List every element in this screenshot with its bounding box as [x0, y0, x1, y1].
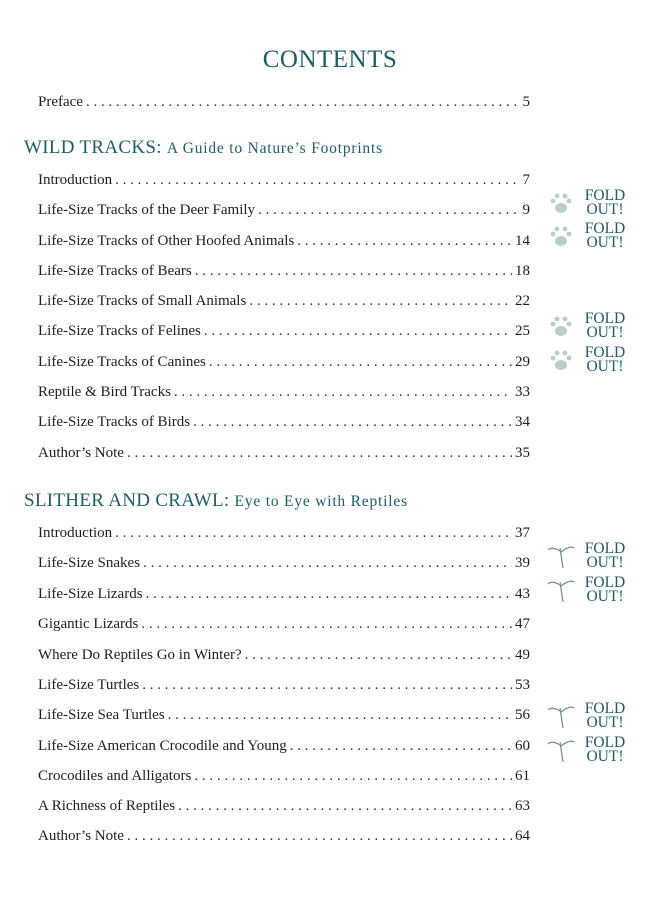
toc-entry[interactable] — [38, 798, 530, 818]
fold-out-marker — [546, 573, 636, 607]
fold-out-marker — [546, 309, 636, 343]
dot-leader — [127, 445, 512, 462]
entry-page-number: 22 — [515, 293, 530, 309]
fold-line-2: OUT! — [586, 324, 624, 341]
toc-entry[interactable] — [38, 202, 530, 222]
entry-page-number: 37 — [515, 525, 530, 541]
entry-page-number: 49 — [515, 647, 530, 663]
fold-out-marker — [546, 539, 636, 573]
dot-leader — [141, 616, 512, 633]
entry-page-number: 9 — [522, 202, 530, 218]
fold-out-marker — [546, 699, 636, 733]
dot-leader — [168, 707, 512, 724]
entry-label: Life-Size Tracks of Small Animals — [38, 293, 247, 309]
section-subtitle: Eye to Eye with Reptiles — [234, 493, 408, 510]
toc-entry[interactable] — [38, 525, 530, 545]
fold-line-1: FOLD — [584, 734, 626, 751]
dragonfly-icon — [546, 576, 576, 604]
section-title: WILD TRACKS: — [24, 137, 162, 158]
entry-page-number: 34 — [515, 414, 530, 430]
toc-entry[interactable] — [38, 172, 530, 192]
entry-page-number: 61 — [515, 768, 530, 784]
entry-page-number: 39 — [515, 555, 530, 571]
fold-line-2: OUT! — [586, 358, 624, 375]
entry-page-number: 25 — [515, 323, 530, 339]
dot-leader — [115, 172, 519, 189]
dot-leader — [195, 263, 512, 280]
toc-entry[interactable] — [38, 384, 530, 404]
entry-label: Life-Size American Crocodile and Young — [38, 738, 287, 754]
dot-leader — [193, 414, 512, 431]
entry-page-number: 43 — [515, 586, 530, 602]
dot-leader — [297, 233, 512, 250]
dot-leader — [143, 555, 512, 572]
toc-entry[interactable] — [38, 677, 530, 697]
toc-entry[interactable] — [38, 354, 530, 374]
entry-label: Author’s Note — [38, 828, 124, 844]
fold-line-2: OUT! — [586, 234, 624, 251]
entry-label: A Richness of Reptiles — [38, 798, 176, 814]
dot-leader — [142, 677, 512, 694]
toc-entry[interactable] — [38, 233, 530, 253]
toc-entry[interactable] — [38, 647, 530, 667]
entry-page-number: 29 — [515, 354, 530, 370]
toc-entry[interactable] — [38, 586, 530, 606]
paw-print-icon — [546, 346, 576, 374]
fold-line-1: FOLD — [584, 310, 626, 327]
entry-label: Where Do Reptiles Go in Winter? — [38, 647, 242, 663]
toc-entry[interactable] — [38, 738, 530, 758]
entry-label: Author’s Note — [38, 445, 124, 461]
fold-line-2: OUT! — [586, 748, 624, 765]
entry-page-number: 7 — [522, 172, 530, 188]
entry-label: Crocodiles and Alligators — [38, 768, 192, 784]
entry-label: Life-Size Turtles — [38, 677, 140, 693]
toc-entry[interactable] — [38, 828, 530, 848]
entry-page-number: 60 — [515, 738, 530, 754]
section-heading-slither-and-crawl — [24, 490, 408, 512]
entry-page-number: 33 — [515, 384, 530, 400]
entry-label: Life-Size Tracks of Other Hoofed Animals — [38, 233, 295, 249]
entry-label: Life-Size Tracks of the Deer Family — [38, 202, 256, 218]
toc-entry-preface[interactable] — [38, 94, 530, 114]
dot-leader — [204, 323, 512, 340]
dragonfly-icon — [546, 702, 576, 730]
toc-entry[interactable] — [38, 616, 530, 636]
fold-line-2: OUT! — [586, 588, 624, 605]
dot-leader — [146, 586, 512, 603]
toc-entry[interactable] — [38, 768, 530, 788]
paw-print-icon — [546, 312, 576, 340]
entry-page-number: 53 — [515, 677, 530, 693]
fold-out-marker — [546, 219, 636, 253]
entry-label: Gigantic Lizards — [38, 616, 139, 632]
fold-line-2: OUT! — [586, 201, 624, 218]
dot-leader — [194, 768, 512, 785]
toc-entry[interactable] — [38, 555, 530, 575]
fold-line-1: FOLD — [584, 187, 626, 204]
dot-leader — [127, 828, 512, 845]
toc-entry[interactable] — [38, 263, 530, 283]
paw-print-icon — [546, 222, 576, 250]
dot-leader — [86, 94, 520, 111]
entry-label: Life-Size Sea Turtles — [38, 707, 165, 723]
entry-label: Reptile & Bird Tracks — [38, 384, 171, 400]
fold-out-marker — [546, 343, 636, 377]
entry-label: Life-Size Tracks of Bears — [38, 263, 192, 279]
entry-label: Introduction — [38, 525, 113, 541]
page-title: CONTENTS — [262, 46, 398, 73]
dot-leader — [290, 738, 512, 755]
toc-entry[interactable] — [38, 293, 530, 313]
entry-label: Life-Size Lizards — [38, 586, 143, 602]
dot-leader — [115, 525, 512, 542]
dot-leader — [174, 384, 512, 401]
toc-entry[interactable] — [38, 707, 530, 727]
dot-leader — [249, 293, 512, 310]
entry-page-number: 63 — [515, 798, 530, 814]
paw-print-icon — [546, 189, 576, 217]
entry-label: Preface — [38, 94, 83, 110]
dragonfly-icon — [546, 542, 576, 570]
entry-label: Introduction — [38, 172, 113, 188]
fold-line-1: FOLD — [584, 344, 626, 361]
dot-leader — [245, 647, 512, 664]
section-heading-wild-tracks — [24, 137, 383, 159]
dot-leader — [258, 202, 519, 219]
entry-page-number: 64 — [515, 828, 530, 844]
fold-line-2: OUT! — [586, 554, 624, 571]
entry-label: Life-Size Tracks of Canines — [38, 354, 206, 370]
entry-page-number: 5 — [522, 94, 530, 110]
fold-line-1: FOLD — [584, 540, 626, 557]
entry-label: Life-Size Snakes — [38, 555, 141, 571]
fold-line-2: OUT! — [586, 714, 624, 731]
fold-out-marker — [546, 733, 636, 767]
entry-label: Life-Size Tracks of Birds — [38, 414, 191, 430]
fold-out-marker — [546, 186, 636, 220]
entry-page-number: 35 — [515, 445, 530, 461]
fold-line-1: FOLD — [584, 700, 626, 717]
entry-label: Life-Size Tracks of Felines — [38, 323, 201, 339]
toc-entry[interactable] — [38, 414, 530, 434]
toc-entry[interactable] — [38, 323, 530, 343]
entry-page-number: 56 — [515, 707, 530, 723]
dragonfly-icon — [546, 736, 576, 764]
entry-page-number: 14 — [515, 233, 530, 249]
toc-entry[interactable] — [38, 445, 530, 465]
entry-page-number: 18 — [515, 263, 530, 279]
fold-line-1: FOLD — [584, 574, 626, 591]
dot-leader — [209, 354, 512, 371]
fold-line-1: FOLD — [584, 220, 626, 237]
entry-page-number: 47 — [515, 616, 530, 632]
section-subtitle: A Guide to Nature’s Footprints — [166, 140, 383, 157]
dot-leader — [178, 798, 512, 815]
section-title: SLITHER AND CRAWL: — [24, 490, 230, 511]
